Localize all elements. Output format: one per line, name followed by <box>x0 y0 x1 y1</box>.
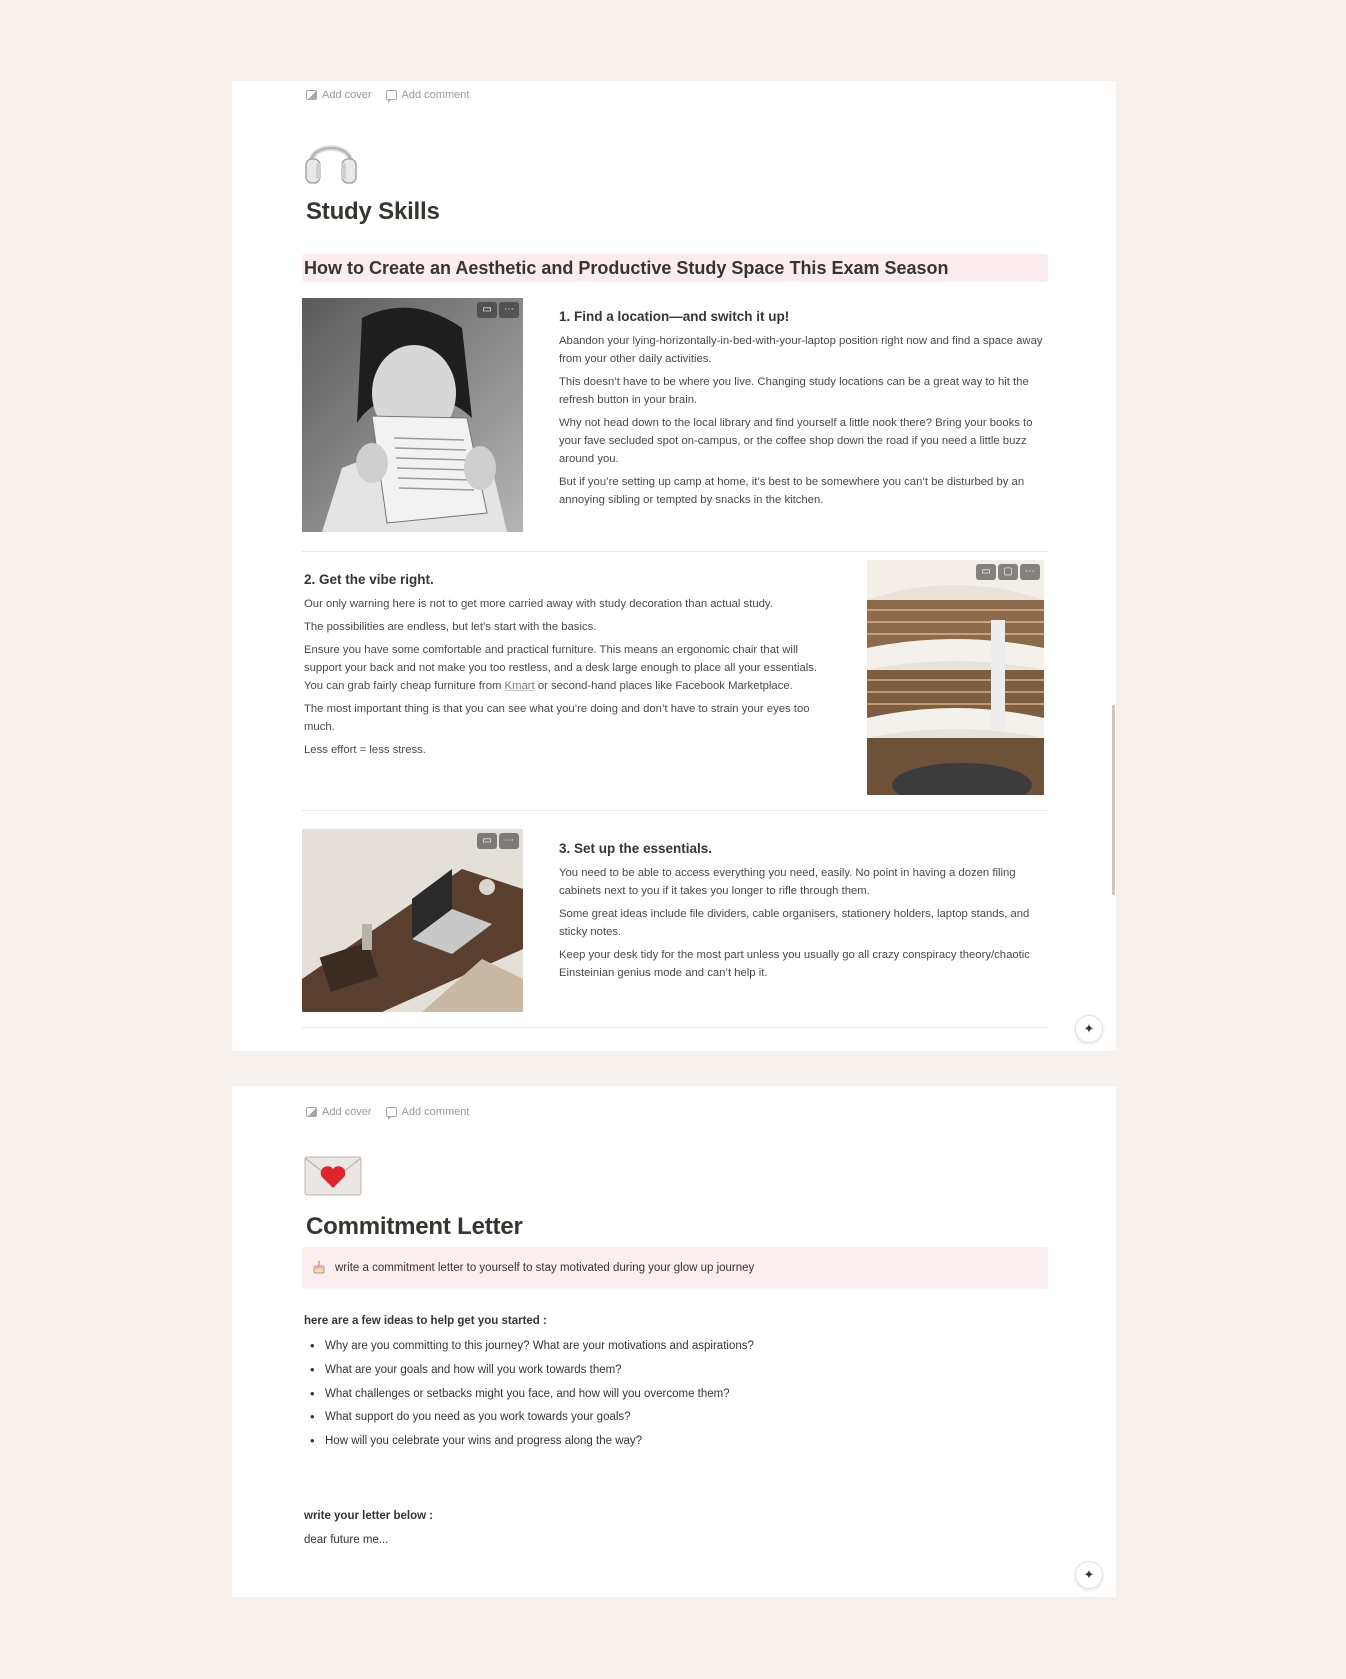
headphones-icon[interactable] <box>304 131 358 194</box>
image-icon <box>306 90 317 100</box>
more-options-icon[interactable]: ⋯ <box>1020 564 1040 580</box>
comment-icon <box>386 90 397 100</box>
comment-icon[interactable]: ▭ <box>477 302 497 318</box>
article-heading: How to Create an Aesthetic and Productive Study Space This Exam Season <box>302 254 1048 282</box>
paragraph: Ensure you have some comfortable and practical furniture. This means an ergonomic chair that will support your back and not make you too restless, and a desk large enough to place all your essentials. You can grab fairly cheap furniture from Kmart or second-hand places like Facebook Marketplace. <box>304 644 818 692</box>
desk-setup-photo <box>302 829 523 1012</box>
paragraph: But if you’re setting up camp at home, it’s best to be somewhere you can’t be disturbed by an annoying sibling or tempted by snacks in the kitchen. <box>559 476 1025 506</box>
image-icon <box>306 1107 317 1117</box>
divider <box>302 551 1048 552</box>
paragraph: The possibilities are endless, but let’s start with the basics. <box>304 621 597 633</box>
paragraph: Our only warning here is not to get more carried away with study decoration than actual study. <box>304 598 773 610</box>
expand-icon[interactable]: ▢ <box>998 564 1018 580</box>
study-skills-page <box>232 81 1116 1051</box>
list-item: • What challenges or setbacks might you face, and how will you overcome them? <box>304 1385 754 1403</box>
list-item: • Why are you committing to this journey? What are your motivations and aspirations? <box>304 1337 754 1355</box>
section-heading: 3. Set up the essentials. <box>559 841 713 856</box>
page-topbar <box>306 1106 469 1118</box>
list-item: • What are your goals and how will you work towards them? <box>304 1361 754 1379</box>
ideas-heading: here are a few ideas to help get you started : <box>304 1315 547 1327</box>
image-toolbar <box>976 564 1040 580</box>
paragraph: Less effort = less stress. <box>304 744 426 756</box>
more-options-icon[interactable]: ⋯ <box>499 833 519 849</box>
letter-heading: write your letter below : <box>304 1510 434 1522</box>
add-cover-button[interactable]: Add cover <box>306 1106 372 1118</box>
add-cover-button[interactable]: Add cover <box>306 89 372 101</box>
image-toolbar <box>477 833 519 849</box>
page-title: Commitment Letter <box>306 1213 523 1240</box>
list-item: • How will you celebrate your wins and progress along the way? <box>304 1432 754 1450</box>
add-comment-button[interactable]: Add comment <box>386 89 470 101</box>
list-item: • What support do you need as you work towards your goals? <box>304 1408 754 1426</box>
section-2-text <box>304 572 832 764</box>
divider <box>302 810 1048 811</box>
paragraph: Some great ideas include file dividers, cable organisers, stationery holders, laptop stands, and sticky notes. <box>559 908 1030 938</box>
love-letter-icon[interactable] <box>304 1156 362 1201</box>
student-reading-photo <box>302 298 523 532</box>
letter-text[interactable]: dear future me... <box>304 1534 389 1546</box>
section-heading: 2. Get the vibe right. <box>304 572 434 587</box>
section-heading: 1. Find a location—and switch it up! <box>559 309 790 324</box>
paragraph: Abandon your lying-horizontally-in-bed-with-your-laptop position right now and find a space away from your other daily activities. <box>559 335 1043 365</box>
callout-text: write a commitment letter to yourself to stay motivated during your glow up journey <box>335 1262 755 1274</box>
comment-icon[interactable]: ▭ <box>976 564 996 580</box>
divider <box>302 1027 1048 1028</box>
ai-sparkle-button[interactable]: ✦ <box>1075 1561 1103 1589</box>
image-toolbar <box>477 302 519 318</box>
page-title: Study Skills <box>306 198 440 225</box>
cake-icon <box>312 1260 326 1277</box>
paragraph: Keep your desk tidy for the most part unless you usually go all crazy conspiracy theory/chaotic Einsteinian genius mode and can’t help it. <box>559 949 1030 979</box>
scrollbar[interactable] <box>1112 705 1115 895</box>
section-1-text <box>559 309 1049 514</box>
ai-sparkle-button[interactable]: ✦ <box>1075 1015 1103 1043</box>
commitment-letter-page <box>232 1085 1116 1597</box>
kmart-link[interactable]: Kmart <box>504 680 535 692</box>
page-topbar <box>306 89 469 101</box>
library-photo <box>867 560 1044 795</box>
comment-icon[interactable]: ▭ <box>477 833 497 849</box>
paragraph: You need to be able to access everything you need, easily. No point in having a dozen filing cabinets next to you if it takes you longer to rifle through them. <box>559 867 1016 897</box>
more-options-icon[interactable]: ⋯ <box>499 302 519 318</box>
section-3-text <box>559 841 1049 987</box>
add-comment-button[interactable]: Add comment <box>386 1106 470 1118</box>
ideas-list <box>304 1337 754 1456</box>
comment-icon <box>386 1107 397 1117</box>
paragraph: Why not head down to the local library and find yourself a little nook there? Bring your books to your fave secluded spot on-campus, or the coffee shop down the road if you need a little buzz around you. <box>559 417 1033 465</box>
paragraph: This doesn’t have to be where you live. Changing study locations can be a great way to hit the refresh button in your brain. <box>559 376 1029 406</box>
paragraph: The most important thing is that you can see what you’re doing and don’t have to strain your eyes too much. <box>304 703 810 733</box>
callout <box>302 1247 1048 1289</box>
